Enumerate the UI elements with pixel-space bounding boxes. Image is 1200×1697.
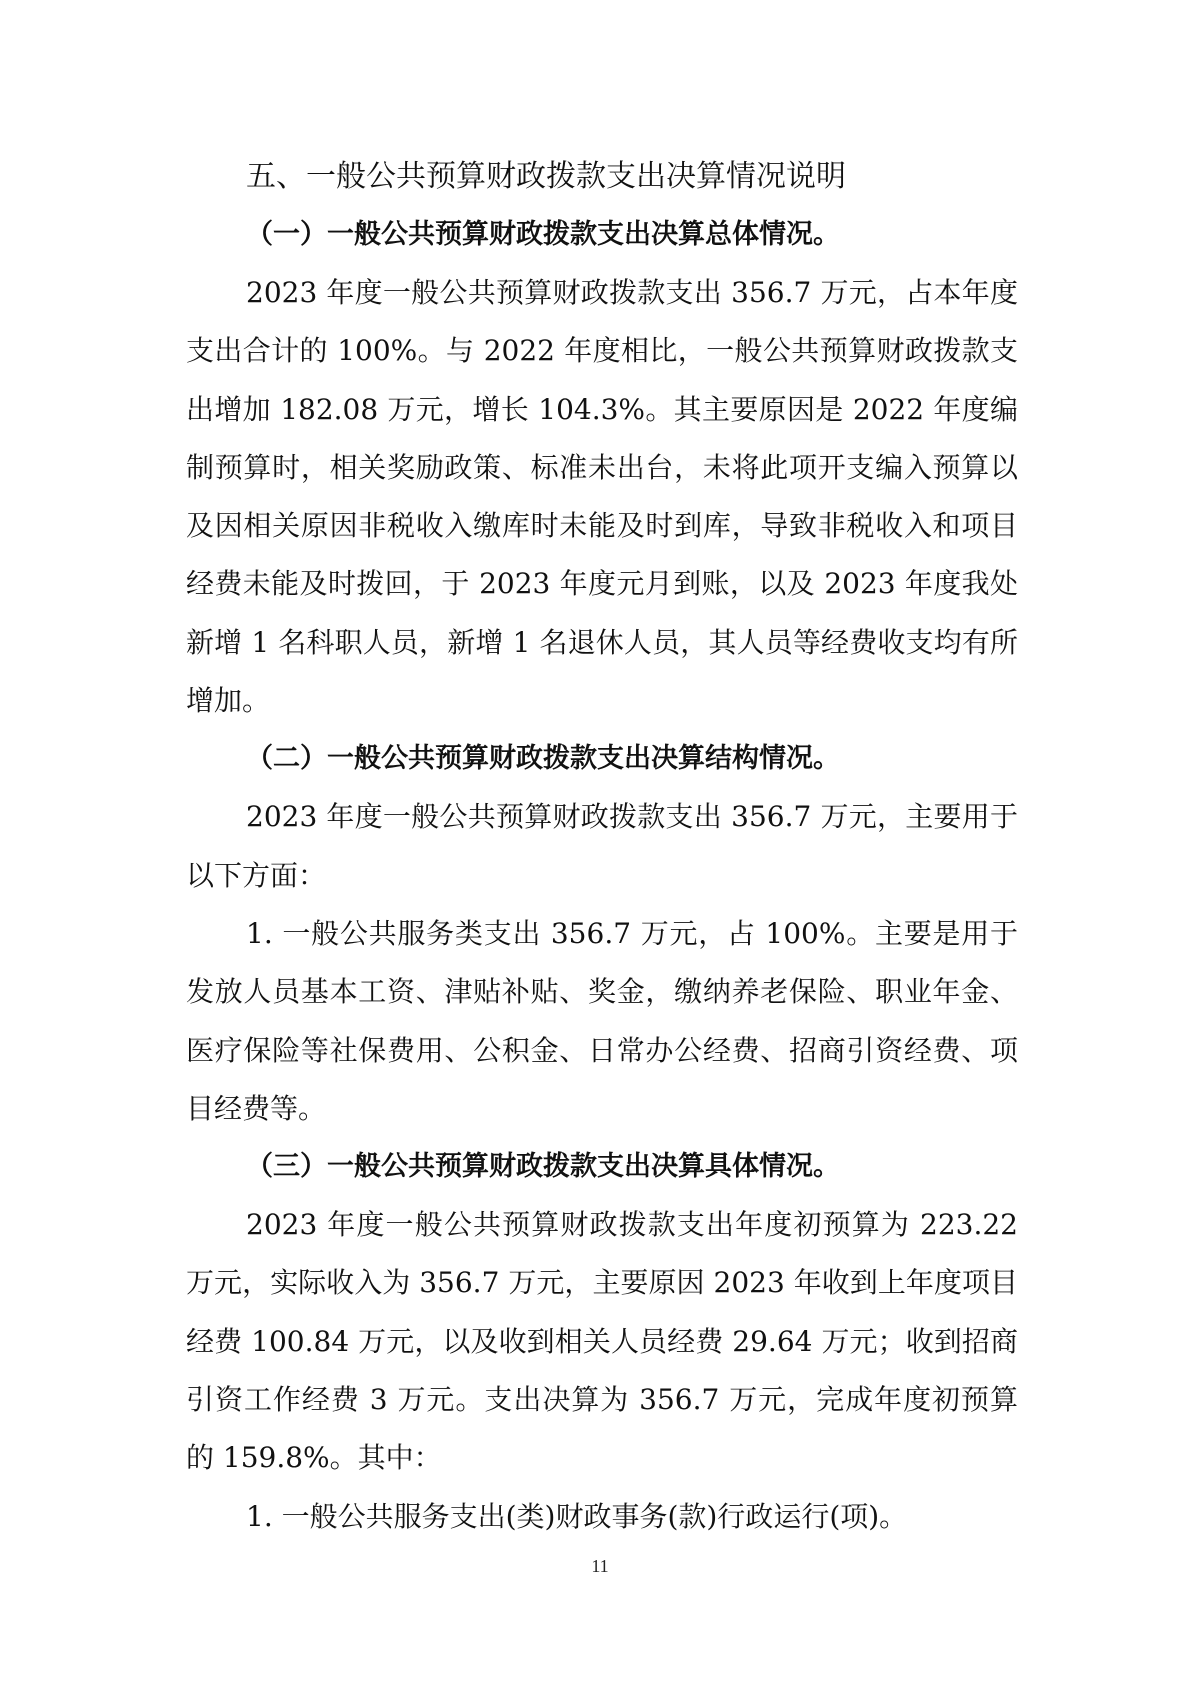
subsection-3-heading: （三）一般公共预算财政拨款支出决算具体情况。 <box>246 1151 840 1183</box>
page-number: 11 <box>591 1556 609 1576</box>
subsection-2-paragraph-2: 1. 一般公共服务类支出 356.7 万元，占 100%。主要是用于发放人员基本工资、津贴补贴、奖金，缴纳养老保险、职业年金、医疗保险等社保费用、公积金、日常办公经费、招商引资经费、项目经费等。 <box>186 916 1018 1125</box>
page-content <box>186 148 1018 1546</box>
subsection-2-heading: （二）一般公共预算财政拨款支出决算结构情况。 <box>246 743 840 775</box>
subsection-3-paragraph-2: 1. 一般公共服务支出(类)财政事务(款)行政运行(项)。 <box>246 1499 908 1533</box>
subsection-2-paragraph-1: 2023 年度一般公共预算财政拨款支出 356.7 万元，主要用于以下方面： <box>186 800 1018 892</box>
subsection-1-paragraph-1: 2023 年度一般公共预算财政拨款支出 356.7 万元，占本年度支出合计的 100%。与 2022 年度相比，一般公共预算财政拨款支出增加 182.08 万元，增长 104.3%。其主要原因是 2022 年度编制预算时，相关奖励政策、标准未出台，未将此项开支编入预算以及因相关原因非税收入缴库时未能及时到库，导致非税收入和项目经费未能及时拨回，于 2023 年度元月到账，以及 2023 年度我处新增 1 名科职人员，新增 1 名退休人员，其人员等经费收支均有所增加。 <box>186 276 1018 718</box>
section-title: 五、一般公共预算财政拨款支出决算情况说明 <box>246 159 846 194</box>
subsection-3-paragraph-1: 2023 年度一般公共预算财政拨款支出年度初预算为 223.22 万元，实际收入为 356.7 万元，主要原因 2023 年收到上年度项目经费 100.84 万元，以及收到相关人员经费 29.64 万元；收到招商引资工作经费 3 万元。支出决算为 356.7 万元，完成年度初预算的 159.8%。其中： <box>186 1208 1018 1475</box>
subsection-1-heading: （一）一般公共预算财政拨款支出决算总体情况。 <box>246 219 840 250</box>
